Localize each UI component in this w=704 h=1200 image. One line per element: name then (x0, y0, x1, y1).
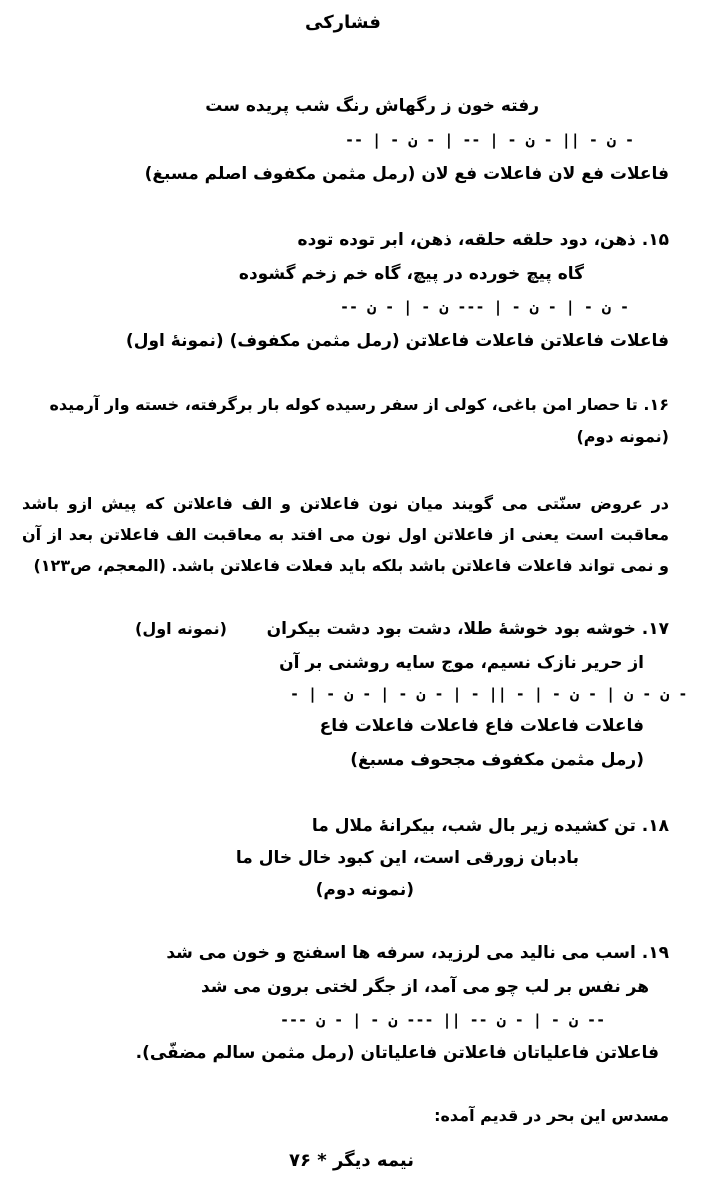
sample-tag: (نمونه اول) (135, 619, 227, 638)
poem-item-19-line-2: هر نفس بر لب چو می آمد، از جگر لختی برون می شد (200, 977, 649, 997)
poem-item-15-line-2: گاه پیچ خورده در پیچ، گاه خم زخم گشوده (238, 264, 584, 284)
scansion-line: -- ن - | - ن - | --- ن - | - ن - (340, 298, 629, 316)
page-title: فشارکی (305, 12, 381, 33)
meter-feet-line: فاعلات فاعلاتن فاعلات فاعلاتن (رمل مثمن مکفوف) (نمونهٔ اول) (125, 331, 669, 351)
poem-item-15-line-1: ۱۵. ذهن، دود حلقه حلقه، ذهن، ابر توده توده (297, 230, 669, 250)
scansion-line: -- | - ن - || - ن - | -- | - ن - (345, 131, 634, 149)
meter-name: (رمل مثمن مکفوف مجحوف مسبغ) (350, 750, 644, 770)
meter-feet-line: فاعلاتن فاعلیاتان فاعلاتن فاعلیاتان (رمل مثمن سالم مضفّی). (135, 1043, 659, 1063)
poem-item-16-line-1: ۱۶. تا حصار امن باغی، کولی از سفر رسیده کوله بار برگرفته، خسته وار آرمیده (49, 395, 669, 414)
closing-note: مسدس این بحر در قدیم آمده: (434, 1106, 669, 1125)
poem-item-17-line-2: از حریر نازک نسیم، موج سایه روشنی بر آن (279, 653, 644, 673)
sample-tag: (نمونه دوم) (576, 427, 669, 446)
poem-item-19-line-1: ۱۹. اسب می نالید می لرزید، سرفه ها اسفنج و خون می شد (166, 943, 669, 963)
meter-feet-line: فاعلات فع لان فاعلات فع لان (رمل مثمن مکفوف اصلم مسبغ) (144, 164, 669, 184)
scansion-line: - | - ن - ن | - ن - | - || - | - ن - | - ن - (290, 685, 688, 703)
scansion-line: --- ن - | - ن -- || --- ن - | - ن -- (280, 1011, 606, 1029)
poem-item-17-line-1: ۱۷. خوشه بود خوشهٔ طلا، دشت بود دشت بیکران (266, 619, 669, 639)
verse-line: رفته خون ز رگهاش رنگ شب پریده ست (205, 96, 539, 116)
commentary-paragraph: در عروض سنّتی می گویند میان نون فاعلاتن و الف فاعلاتن که پیش ازو باشد معاقبت است یعنی از فاعلاتن اول نون می افتد به معاقبت الف فاعلاتن بعد از آن و نمی تواند فاعلات فاعلاتن باشد بلکه باید فعلات فاعلاتن باشد. (المعجم، ص۱۲۳) (22, 494, 669, 575)
meter-feet-line: فاعلات فاعلات فاع فاعلات فاعلات فاع (319, 716, 644, 736)
page-footer: نیمه دیگر * ۷۶ (289, 1150, 414, 1171)
sample-tag: (نمونه دوم) (315, 880, 414, 900)
poem-item-18-line-2: بادبان زورقی است، این کبود خال خال ما (235, 848, 579, 868)
poem-item-18-line-1: ۱۸. تن کشیده زیر بال شب، بیکرانهٔ ملال ما (311, 816, 669, 836)
